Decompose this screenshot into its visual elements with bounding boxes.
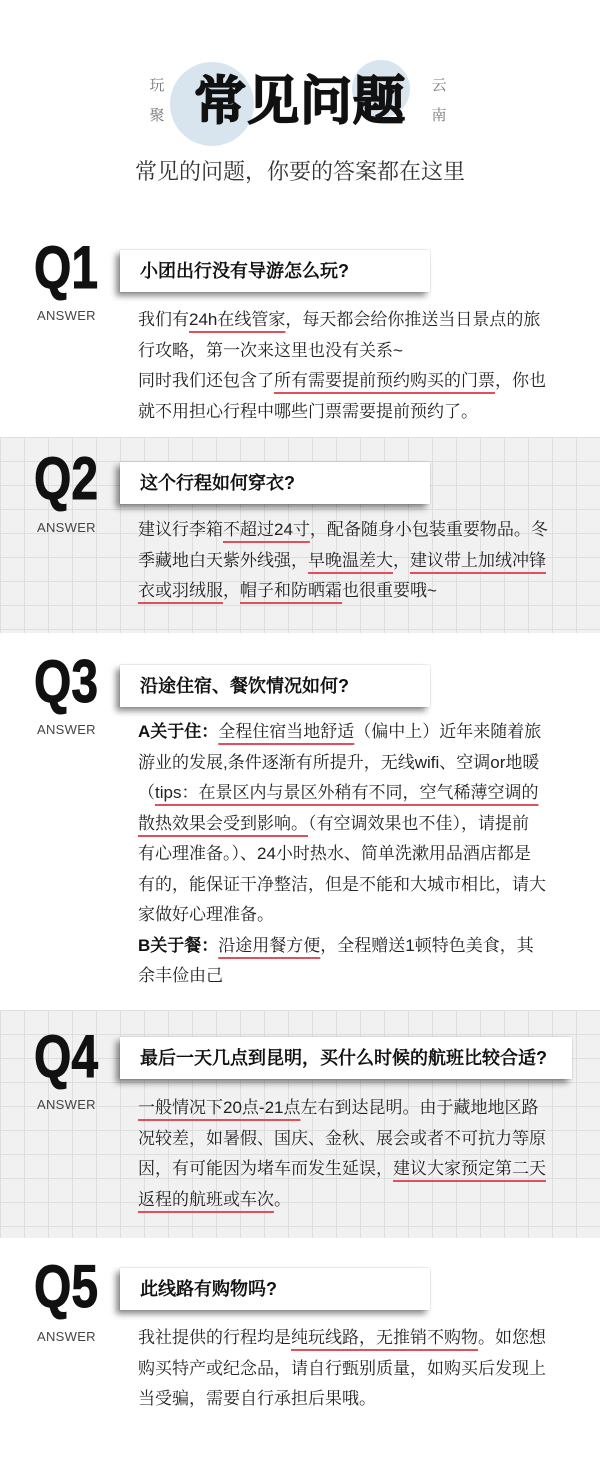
answer-text: （有空调效果也不佳），请提前 [308, 813, 529, 833]
answer-text: ，你也 [495, 371, 546, 390]
answer-text: ， [393, 550, 410, 570]
faq-section-q2 [0, 437, 600, 633]
faq-section-q1 [0, 230, 600, 437]
question-text: 沿途住宿、餐饮情况如何? [140, 676, 349, 696]
answer-line [138, 748, 546, 779]
answer-text: 。如您想 [478, 1328, 546, 1347]
answer-line [138, 900, 546, 931]
answer-line [138, 1154, 546, 1185]
answer-label: ANSWER [37, 722, 96, 737]
question-label-box [120, 250, 430, 292]
answer-line [138, 366, 546, 397]
answer-line [138, 809, 546, 840]
side-char: 玩 [149, 77, 165, 94]
question-number: Q2 [34, 445, 99, 512]
question-text: 小团出行没有导游怎么玩? [140, 261, 349, 281]
answer-line [138, 1323, 546, 1354]
question-number: Q3 [34, 648, 99, 715]
highlighted-text: 一般情况下20点-21点 [138, 1098, 301, 1117]
answer-text: 因，有可能因为堵车而发生延误， [138, 1159, 393, 1178]
answer-text: （ [138, 783, 155, 802]
question-text: 这个行程如何穿衣? [140, 473, 295, 493]
question-number: Q5 [34, 1253, 99, 1320]
answer-text: 我们有 [138, 310, 189, 329]
answer-body [138, 1323, 546, 1415]
answer-line [138, 546, 548, 577]
highlighted-text: 纯玩线路，无推销不购物 [291, 1328, 478, 1347]
highlighted-text: 沿途用餐方便 [218, 935, 321, 955]
answer-line [138, 1384, 546, 1415]
highlighted-text: 建议带上加绒冲锋 [410, 550, 546, 570]
answer-text: 购买特产或纪念品，请自行甄别质量，如购买后发现上 [138, 1358, 546, 1378]
answer-line [138, 305, 546, 336]
answer-body [138, 515, 548, 607]
answer-text: 当受骗，需要自行承担后果哦。 [138, 1389, 376, 1408]
answer-text: 我社提供的行程均是 [138, 1328, 291, 1347]
answer-line [138, 515, 548, 546]
answer-text: ， [223, 581, 240, 600]
answer-line [138, 717, 546, 748]
question-label-box [120, 462, 430, 504]
page-subtitle: 常见的问题，你要的答案都在这里 [134, 159, 465, 184]
answer-text: ，全程赠送1顿特色美食，其 [320, 935, 534, 955]
answer-section-label: B关于餐： [138, 935, 219, 955]
answer-text: 行攻略，第一次来这里也没有关系~ [138, 340, 403, 360]
highlighted-text: 全程住宿当地舒适 [218, 722, 355, 741]
answer-text: ，配备随身小包装重要物品。冬 [309, 520, 548, 539]
question-number: Q1 [34, 234, 99, 301]
answer-text: 况较差，如暑假、国庆、金秋、展会或者不可抗力等原 [138, 1128, 546, 1148]
answer-text: 也很重要哦~ [342, 581, 437, 600]
highlighted-text: 衣或羽绒服 [138, 581, 223, 600]
answer-text: 游业的发展,条件逐渐有所提升，无线wifi、空调or地暖 [138, 752, 540, 772]
answer-text: 。 [274, 1189, 291, 1209]
side-label-right [428, 71, 450, 131]
answer-text: 季藏地白天紫外线强， [138, 550, 308, 570]
highlighted-text: 早晚温差大 [308, 550, 393, 570]
answer-text: 家做好心理准备。 [138, 905, 274, 924]
highlighted-text: tips：在景区内与景区外稍有不同，空气稀薄空调的 [155, 783, 539, 802]
answer-line [138, 576, 548, 607]
question-label-box [120, 665, 430, 707]
side-char: 聚 [149, 107, 165, 124]
side-char: 南 [431, 107, 447, 124]
highlighted-text: 帽子和防晒霜 [240, 581, 342, 600]
answer-line [138, 1124, 546, 1155]
answer-label: ANSWER [37, 1329, 96, 1344]
answer-line [138, 1354, 546, 1385]
question-number: Q4 [34, 1023, 99, 1090]
highlighted-text: 所有需要提前预约购买的门票 [274, 371, 495, 390]
answer-text: 有心理准备。）、24小时热水、简单洗漱用品酒店都是 [138, 844, 531, 863]
question-text: 此线路有购物吗? [140, 1279, 277, 1299]
page-header [0, 0, 600, 230]
answer-text: 同时我们还包含了 [138, 371, 274, 390]
answer-text: （偏中上）近年来随着旅 [354, 722, 542, 741]
faq-section-q4 [0, 1010, 600, 1238]
answer-text: 建议行李箱 [138, 520, 223, 539]
question-label-box [120, 1268, 430, 1310]
highlighted-text: 散热效果会受到影响。 [138, 813, 308, 833]
answer-section-label: A关于住： [138, 722, 219, 741]
answer-text: 有的，能保证干净整洁，但是不能和大城市相比，请大 [138, 874, 546, 894]
answer-line [138, 1093, 546, 1124]
answer-body [138, 305, 546, 427]
highlighted-text: 不超过24寸 [223, 520, 310, 539]
answer-label: ANSWER [37, 1097, 96, 1112]
highlighted-text: 建议大家预定第二天 [393, 1159, 546, 1178]
answer-text: 就不用担心行程中哪些门票需要提前预约了。 [138, 401, 478, 421]
side-char: 云 [431, 77, 447, 94]
page-title: 常见问题 [193, 73, 406, 131]
answer-line [138, 931, 546, 962]
question-text: 最后一天几点到昆明，买什么时候的航班比较合适? [140, 1048, 547, 1068]
answer-label: ANSWER [37, 520, 96, 535]
answer-line [138, 961, 546, 992]
answer-line [138, 870, 546, 901]
answer-line [138, 839, 546, 870]
highlighted-text: 返程的航班或车次 [138, 1189, 274, 1209]
answer-body [138, 1093, 546, 1215]
answer-body [138, 717, 546, 992]
question-label-box [120, 1037, 572, 1079]
faq-section-q3 [0, 633, 600, 1010]
answer-line [138, 778, 546, 809]
highlighted-text: 24h在线管家 [189, 310, 286, 329]
answer-text: ，每天都会给你推送当日景点的旅 [285, 310, 541, 329]
answer-line [138, 397, 546, 428]
faq-section-q5 [0, 1238, 600, 1464]
answer-label: ANSWER [37, 308, 96, 323]
answer-text: 余丰俭由己 [138, 966, 223, 985]
answer-line [138, 336, 546, 367]
answer-text: 左右到达昆明。由于藏地地区路 [300, 1098, 539, 1117]
answer-line [138, 1185, 546, 1216]
